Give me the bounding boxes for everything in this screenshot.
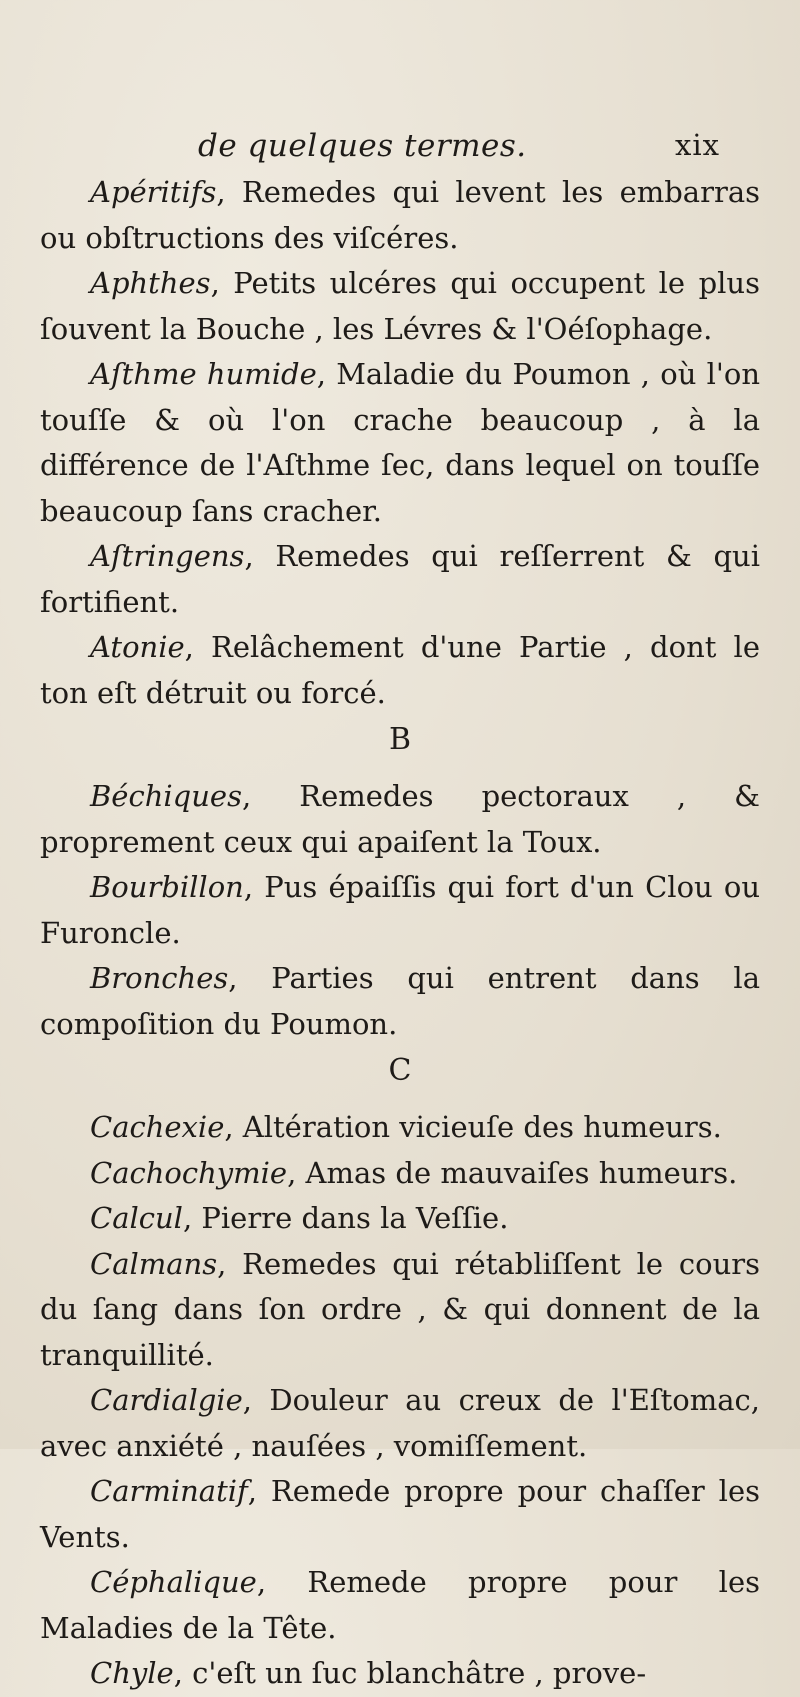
page-number: xix [675, 128, 720, 162]
entry-asthme-humide: Aſthme humide, Maladie du Poumon , où l'on touſſe & où l'on crache beaucoup , à la différence de l'Aſthme ſec, dans lequel on touſſe beaucoup ſans cracher. [40, 357, 760, 528]
entry-bourbillon: Bourbillon, Pus épaiſſis qui fort d'un Clou ou Furoncle. [40, 870, 760, 950]
entry-astringens: Aſtringens, Remedes qui reſſerrent & qui fortifient. [40, 539, 760, 619]
entry-cachochymie: Cachochymie, Amas de mauvaiſes humeurs. [90, 1155, 738, 1190]
running-head-title: de quelques termes. [198, 128, 527, 164]
entry-calmans: Calmans, Remedes qui rétabliſſent le cours du ſang dans ſon ordre , & qui donnent de la tranquillité. [40, 1246, 760, 1372]
running-head [0, 128, 800, 172]
entry-calcul: Calcul, Pierre dans la Veſſie. [90, 1201, 509, 1235]
entry-cephalique: Céphalique, Remede propre pour les Maladies de la Tête. [40, 1565, 760, 1645]
entry-aphthes: Aphthes, Petits ulcéres qui occupent le plus ſouvent la Bouche , les Lévres & l'Oéſophage. [40, 266, 760, 346]
entry-carminatif: Carminatif, Remede propre pour chaſſer les Vents. [40, 1474, 760, 1554]
entry-cardialgie: Cardialgie, Douleur au creux de l'Eſtomac, avec anxiété , nauſées , vomiſſement. [40, 1383, 760, 1463]
entry-chyle: Chyle, c'eſt un ſuc blanchâtre , prove- [90, 1656, 647, 1690]
entry-cachexie: Cachexie, Altération vicieuſe des humeurs. [90, 1110, 722, 1144]
entry-atonie: Atonie, Relâchement d'une Partie , dont le ton eſt détruit ou forcé. [40, 630, 760, 710]
section-letter-c: C [388, 1053, 412, 1088]
entry-aperitifs: Apéritifs, Remedes qui levent les embarras ou obſtructions des viſcéres. [40, 175, 760, 255]
entry-bechiques: Béchiques, Remedes pectoraux , & proprement ceux qui apaiſent la Toux. [40, 779, 760, 859]
section-letter-b: B [388, 722, 412, 757]
glossary-body [40, 170, 760, 1697]
entry-bronches: Bronches, Parties qui entrent dans la compoſition du Poumon. [40, 961, 760, 1041]
